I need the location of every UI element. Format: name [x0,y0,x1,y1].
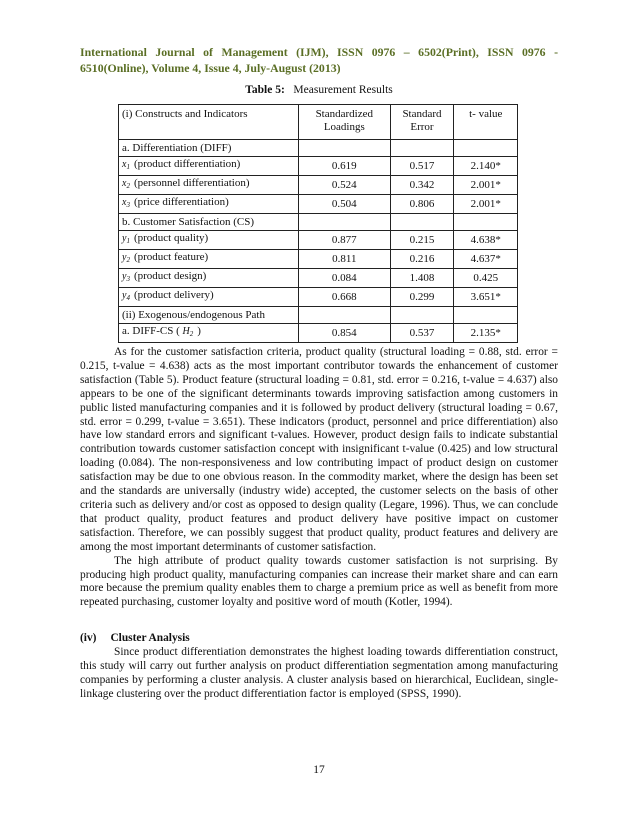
standardized-loading: 0.619 [299,157,390,176]
paragraph: As for the customer satisfaction criteria, product quality (structural loading = 0.88, std. error = 0.215, t-value = 4.638) acts as the most important contributor towards the enhancement of customer satisfaction (Table 5). Product feature (structural loading = 0.81, std. error = 0.216, t-value = 4.637) also appears to be one of the significant determinants towards improving satisfaction among customers in public listed manufacturing companies and it is followed by product delivery (structural loading = 0.67, std. error = 0.299, t-value = 3.651). These indicators (product, personnel and price differentiation) also have low standard errors and significant t-values. However, product design fails to indicate substantial contribution towards customer satisfaction concept with insignificant t-value (0.425) and low structural loading (0.084). The non-responsiveness and low contributing impact of product design on customer satisfaction may be due to one obvious reason. In the commodity market, where the design has been set and the standards are universally (industry wide) accepted, the customer selects on the basis of other criteria such as delivery and/or cost as opposed to design quality (Legare, 1996). Thus, we can conclude that product quality, product features and product delivery have positive impact on customer satisfaction. Therefore, we can possibly suggest that product quality, product features and delivery are among the most important determinants of customer satisfaction. [80,346,558,553]
table-row [119,324,518,343]
t-value: 2.135* [454,324,518,343]
variable-subscript: 4 [126,294,130,302]
standardized-loading: 0.811 [299,250,390,269]
table-caption-title: Measurement Results [293,84,393,96]
measurement-results-table [118,104,518,343]
standard-error: 0.342 [390,176,454,195]
table-row [119,176,518,195]
section-heading [80,632,558,646]
indicator-label [119,195,299,214]
section-title: Cluster Analysis [110,632,190,644]
standard-error: 0.806 [390,195,454,214]
column-header: (i) Constructs and Indicators [119,105,299,140]
path-label: a. DIFF-CS ( [122,325,180,337]
variable-subscript: 2 [126,182,130,190]
empty-cell [390,140,454,157]
t-value: 2.001* [454,176,518,195]
standard-error: 0.537 [390,324,454,343]
paragraph: Since product differentiation demonstrates the highest loading towards differentiation construct, this study will carry out further analysis on product differentiation segmentation among manufacturing companies by performing a cluster analysis. A cluster analysis based on hierarchical, Euclidean, single-linkage clustering over the product differentiation factor is employed (SPSS, 1990). [80,645,558,700]
cluster-analysis-section [80,632,558,702]
indicator-label [119,324,299,343]
indicator-label [119,288,299,307]
indicator-label [119,250,299,269]
standard-error: 0.216 [390,250,454,269]
variable-subscript: 2 [126,256,130,264]
table-row [119,250,518,269]
page-number: 17 [313,764,325,776]
table-caption-label: Table 5: [245,84,285,96]
indicator-name: (personnel differentiation) [133,177,250,189]
section-number: (iv) [80,632,97,644]
variable-letter: x [122,197,127,208]
variable-symbol [122,271,130,282]
standardized-loading: 0.877 [299,231,390,250]
indicator-name: (product design) [133,270,207,282]
empty-cell [299,307,390,324]
column-header: Standard Error [390,105,454,140]
empty-cell [454,214,518,231]
t-value: 4.638* [454,231,518,250]
variable-symbol [122,178,130,189]
variable-symbol [122,290,130,301]
standardized-loading: 0.084 [299,269,390,288]
table-row [119,269,518,288]
variable-subscript: 3 [126,201,130,209]
variable-symbol [122,159,130,170]
variable-letter: y [122,290,127,301]
variable-subscript: 1 [126,163,130,171]
t-value: 3.651* [454,288,518,307]
table-row [119,288,518,307]
variable-letter: H [182,326,190,337]
empty-cell [454,140,518,157]
standardized-loading: 0.668 [299,288,390,307]
table-row [119,195,518,214]
variable-symbol [122,197,130,208]
standardized-loading: 0.504 [299,195,390,214]
indicator-label [119,231,299,250]
variable-letter: x [122,159,127,170]
column-header: t- value [454,105,518,140]
indicator-label [119,269,299,288]
empty-cell [390,214,454,231]
empty-cell [390,307,454,324]
standard-error: 0.517 [390,157,454,176]
variable-letter: y [122,271,127,282]
t-value: 4.637* [454,250,518,269]
t-value: 2.140* [454,157,518,176]
empty-cell [299,140,390,157]
table-caption [0,84,638,96]
table-row [119,140,518,157]
variable-letter: y [122,233,127,244]
indicator-label [119,176,299,195]
section-label: a. Differentiation (DIFF) [119,140,299,157]
variable-symbol [122,252,130,263]
t-value: 0.425 [454,269,518,288]
variable-letter: x [122,178,127,189]
section-label: b. Customer Satisfaction (CS) [119,214,299,231]
paragraph: The high attribute of product quality towards customer satisfaction is not surprising. By producing high product quality, manufacturing companies can increase their market share and can earn more because the premium quality enables them to charge a premium price as well as benefit from more repeated purchasing, customer loyalty and positive word of mouth (Kotler, 1994). [80,554,558,609]
variable-subscript: 3 [126,275,130,283]
standard-error: 0.299 [390,288,454,307]
standardized-loading: 0.854 [299,324,390,343]
standard-error: 1.408 [390,269,454,288]
t-value: 2.001* [454,195,518,214]
variable-subscript: 1 [126,237,130,245]
indicator-label [119,157,299,176]
variable-subscript: 2 [189,330,194,338]
empty-cell [299,214,390,231]
table-row [119,307,518,324]
indicator-name: (product differentiation) [133,158,241,170]
indicator-name: (product quality) [133,232,209,244]
empty-cell [454,307,518,324]
journal-header: International Journal of Management (IJM), ISSN 0976 – 6502(Print), ISSN 0976 - 6510(Online), Volume 4, Issue 4, July-August (2013) [80,45,558,75]
indicator-name: (product feature) [133,251,209,263]
section-label: (ii) Exogenous/endogenous Path [119,307,299,324]
indicator-name: (price differentiation) [133,196,229,208]
path-close: ) [197,325,201,337]
table-row [119,231,518,250]
body-text [80,346,558,610]
variable-letter: y [122,252,127,263]
table-header-row [119,105,518,140]
table-row [119,214,518,231]
standardized-loading: 0.524 [299,176,390,195]
table-row [119,157,518,176]
variable-symbol [122,233,130,244]
indicator-name: (product delivery) [133,289,214,301]
variable-symbol [183,326,194,337]
column-header: Standardized Loadings [299,105,390,140]
standard-error: 0.215 [390,231,454,250]
